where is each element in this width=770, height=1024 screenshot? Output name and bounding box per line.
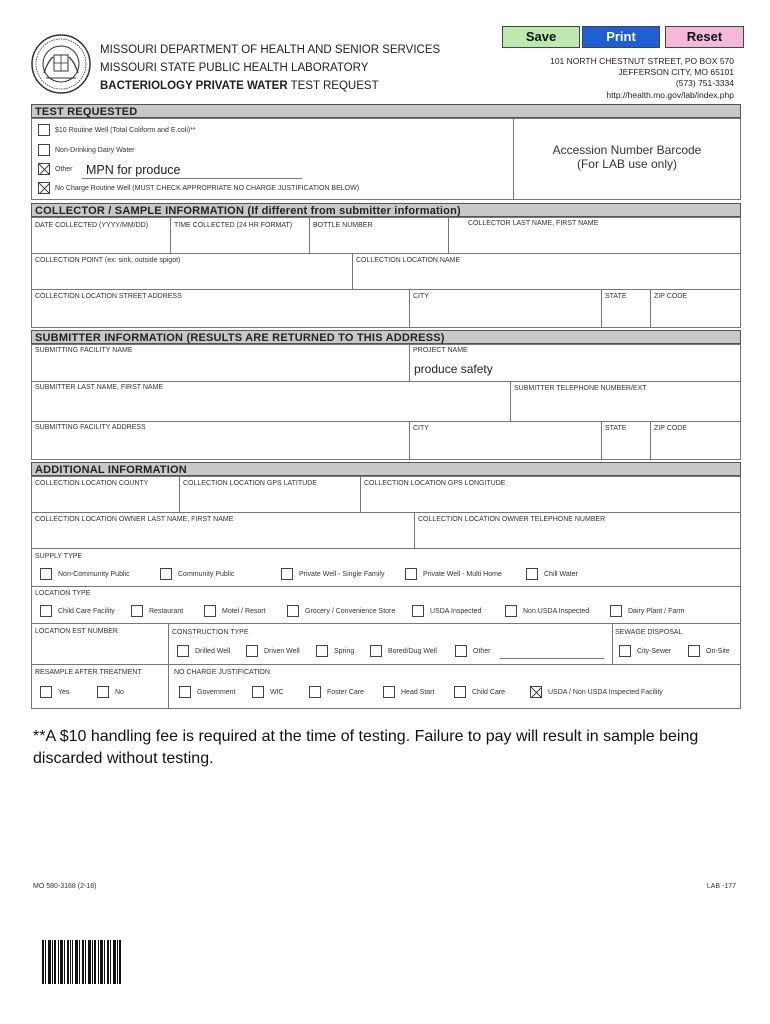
collector-heading: COLLECTOR / SAMPLE INFORMATION (If different from submitter information) bbox=[31, 203, 741, 217]
supply-chill-water-checkbox[interactable] bbox=[526, 568, 538, 580]
sewage-option-label: On-Site bbox=[706, 648, 730, 655]
supply-private-single-checkbox[interactable] bbox=[281, 568, 293, 580]
additional-heading: ADDITIONAL INFORMATION bbox=[31, 462, 741, 476]
resample-label: RESAMPLE AFTER TREATMENT bbox=[35, 669, 142, 676]
location-est-number-label: LOCATION EST NUMBER bbox=[35, 628, 118, 635]
accession-subtitle: (For LAB use only) bbox=[576, 157, 678, 171]
form-title-bold: BACTERIOLOGY PRIVATE WATER bbox=[100, 80, 288, 92]
county-label: COLLECTION LOCATION COUNTY bbox=[35, 480, 149, 487]
print-button[interactable]: Print bbox=[582, 26, 660, 48]
other-checkbox[interactable] bbox=[38, 163, 50, 175]
construction-option-label: Bored/Dug Well bbox=[388, 648, 437, 655]
form-title-rest: TEST REQUEST bbox=[287, 80, 379, 92]
location-usda-checkbox[interactable] bbox=[412, 605, 424, 617]
collection-state-label: STATE bbox=[605, 293, 627, 300]
construction-option-label: Spring bbox=[334, 648, 355, 655]
collection-location-name-label: COLLECTION LOCATION NAME bbox=[356, 257, 461, 264]
no-charge-routine-checkbox[interactable] bbox=[38, 182, 50, 194]
sewage-city-checkbox[interactable] bbox=[619, 645, 631, 657]
location-childcare-checkbox[interactable] bbox=[40, 605, 52, 617]
supply-option-label: Private Well - Multi Home bbox=[423, 571, 502, 578]
other-test-field[interactable]: MPN for produce bbox=[86, 163, 181, 177]
sewage-option-label: City-Sewer bbox=[637, 648, 672, 655]
location-option-label: Motel / Resort bbox=[222, 608, 266, 615]
dairy-water-label: Non-Drinking Dairy Water bbox=[55, 147, 135, 154]
submitter-phone-label: SUBMITTER TELEPHONE NUMBER/EXT bbox=[514, 385, 647, 392]
construction-other-checkbox[interactable] bbox=[455, 645, 467, 657]
accession-barcode-area bbox=[513, 143, 741, 171]
supply-option-label: Chill Water bbox=[544, 571, 578, 578]
collector-name-label: COLLECTOR LAST NAME, FIRST NAME bbox=[468, 220, 599, 227]
location-option-label: Dairy Plant / Farm bbox=[628, 608, 685, 615]
no-charge-routine-label: No Charge Routine Well (MUST CHECK APPROPRIATE NO CHARGE JUSTIFICATION BELOW) bbox=[55, 185, 360, 192]
supply-option-label: Non-Community Public bbox=[58, 571, 130, 578]
location-type-label: LOCATION TYPE bbox=[35, 590, 91, 597]
gps-latitude-label: COLLECTION LOCATION GPS LATITUDE bbox=[183, 480, 317, 487]
location-option-label: USDA Inspected bbox=[430, 608, 482, 615]
submitter-heading: SUBMITTER INFORMATION (RESULTS ARE RETURNED TO THIS ADDRESS) bbox=[31, 330, 741, 344]
routine-well-checkbox[interactable] bbox=[38, 124, 50, 136]
routine-well-label: $10 Routine Well (Total Coliform and E.coli)** bbox=[55, 127, 196, 134]
reset-button[interactable]: Reset bbox=[665, 26, 744, 48]
lab-phone: (573) 751-3334 bbox=[675, 78, 734, 88]
form-title bbox=[100, 80, 379, 92]
construction-option-label: Other bbox=[473, 648, 491, 655]
justification-option-label: USDA / Non USDA Inspected Facility bbox=[548, 689, 663, 696]
resample-option-label: No bbox=[115, 689, 124, 696]
supply-type-label: SUPPLY TYPE bbox=[35, 553, 83, 560]
justification-usda-checkbox[interactable] bbox=[530, 686, 542, 698]
test-requested-heading: TEST REQUESTED bbox=[31, 104, 741, 118]
lab-url[interactable]: http://health.mo.gov/lab/index.php bbox=[606, 90, 734, 100]
construction-spring-checkbox[interactable] bbox=[316, 645, 328, 657]
supply-option-label: Private Well - Single Family bbox=[299, 571, 385, 578]
lab-name: MISSOURI STATE PUBLIC HEALTH LABORATORY bbox=[100, 62, 369, 74]
location-dairy-checkbox[interactable] bbox=[610, 605, 622, 617]
justification-option-label: Government bbox=[197, 689, 236, 696]
supply-community-checkbox[interactable] bbox=[160, 568, 172, 580]
collection-zip-label: ZIP CODE bbox=[654, 293, 687, 300]
lab-address-line2: JEFFERSON CITY, MO 65101 bbox=[618, 67, 734, 77]
accession-title: Accession Number Barcode bbox=[552, 143, 702, 157]
facility-name-label: SUBMITTING FACILITY NAME bbox=[35, 347, 133, 354]
justification-government-checkbox[interactable] bbox=[179, 686, 191, 698]
lab-number: LAB -177 bbox=[706, 883, 736, 890]
location-option-label: Grocery / Convenience Store bbox=[305, 608, 396, 615]
supply-private-multi-checkbox[interactable] bbox=[405, 568, 417, 580]
construction-option-label: Drilled Well bbox=[195, 648, 231, 655]
collection-point-label: COLLECTION POINT (ex: sink, outside spigot) bbox=[35, 257, 181, 264]
owner-name-label: COLLECTION LOCATION OWNER LAST NAME, FIRST NAME bbox=[35, 516, 234, 523]
location-option-label: Restaurant bbox=[149, 608, 184, 615]
justification-childcare-checkbox[interactable] bbox=[454, 686, 466, 698]
state-seal-icon bbox=[30, 33, 92, 95]
justification-option-label: Child Care bbox=[472, 689, 506, 696]
submitter-name-label: SUBMITTER LAST NAME, FIRST NAME bbox=[35, 384, 164, 391]
location-restaurant-checkbox[interactable] bbox=[131, 605, 143, 617]
sewage-onsite-checkbox[interactable] bbox=[688, 645, 700, 657]
no-charge-justification-label: NO CHARGE JUSTIFICATION bbox=[174, 669, 270, 676]
form-number: MO 580-3168 (2-18) bbox=[33, 883, 97, 890]
collection-city-label: CITY bbox=[413, 293, 429, 300]
justification-headstart-checkbox[interactable] bbox=[383, 686, 395, 698]
justification-wic-checkbox[interactable] bbox=[252, 686, 264, 698]
location-option-label: Non USDA Inspected bbox=[523, 608, 590, 615]
submitter-box bbox=[31, 344, 741, 460]
construction-bored-checkbox[interactable] bbox=[370, 645, 382, 657]
construction-option-label: Driven Well bbox=[264, 648, 300, 655]
handling-fee-notice: **A $10 handling fee is required at the time of testing. Failure to pay will result in sample being discarded without testing. bbox=[33, 728, 699, 767]
sewage-disposal-label: SEWAGE DISPOSAL bbox=[615, 629, 683, 636]
location-non-usda-checkbox[interactable] bbox=[505, 605, 517, 617]
save-button[interactable]: Save bbox=[502, 26, 580, 48]
resample-yes-checkbox[interactable] bbox=[40, 686, 52, 698]
construction-drilled-checkbox[interactable] bbox=[177, 645, 189, 657]
location-grocery-checkbox[interactable] bbox=[287, 605, 299, 617]
justification-option-label: Head Start bbox=[401, 689, 435, 696]
construction-other-field[interactable] bbox=[500, 658, 604, 659]
department-name: MISSOURI DEPARTMENT OF HEALTH AND SENIOR SERVICES bbox=[100, 44, 441, 56]
owner-phone-label: COLLECTION LOCATION OWNER TELEPHONE NUMBER bbox=[418, 516, 606, 523]
project-name-field[interactable]: produce safety bbox=[414, 362, 493, 376]
submitter-city-label: CITY bbox=[413, 425, 429, 432]
project-name-label: PROJECT NAME bbox=[413, 347, 468, 354]
location-motel-checkbox[interactable] bbox=[204, 605, 216, 617]
construction-type-label: CONSTRUCTION TYPE bbox=[172, 629, 249, 636]
gps-longitude-label: COLLECTION LOCATION GPS LONGITUDE bbox=[364, 480, 506, 487]
other-label: Other bbox=[55, 166, 73, 173]
location-option-label: Child Care Facility bbox=[58, 608, 115, 615]
bottle-number-label: BOTTLE NUMBER bbox=[313, 222, 373, 229]
resample-no-checkbox[interactable] bbox=[97, 686, 109, 698]
submitter-zip-label: ZIP CODE bbox=[654, 425, 687, 432]
supply-noncommunity-checkbox[interactable] bbox=[40, 568, 52, 580]
construction-driven-checkbox[interactable] bbox=[246, 645, 258, 657]
supply-option-label: Community Public bbox=[178, 571, 235, 578]
form-barcode bbox=[42, 940, 122, 984]
collection-street-label: COLLECTION LOCATION STREET ADDRESS bbox=[35, 293, 182, 300]
justification-option-label: WIC bbox=[270, 689, 284, 696]
facility-address-label: SUBMITTING FACILITY ADDRESS bbox=[35, 424, 146, 431]
submitter-state-label: STATE bbox=[605, 425, 627, 432]
lab-address-line1: 101 NORTH CHESTNUT STREET, PO BOX 570 bbox=[550, 56, 734, 66]
collector-box bbox=[31, 217, 741, 328]
resample-option-label: Yes bbox=[58, 689, 70, 696]
justification-foster-checkbox[interactable] bbox=[309, 686, 321, 698]
dairy-water-checkbox[interactable] bbox=[38, 144, 50, 156]
justification-option-label: Foster Care bbox=[327, 689, 364, 696]
time-collected-label: TIME COLLECTED (24 HR FORMAT) bbox=[174, 222, 293, 229]
date-collected-label: DATE COLLECTED (YYYY/MM/DD) bbox=[35, 222, 149, 229]
